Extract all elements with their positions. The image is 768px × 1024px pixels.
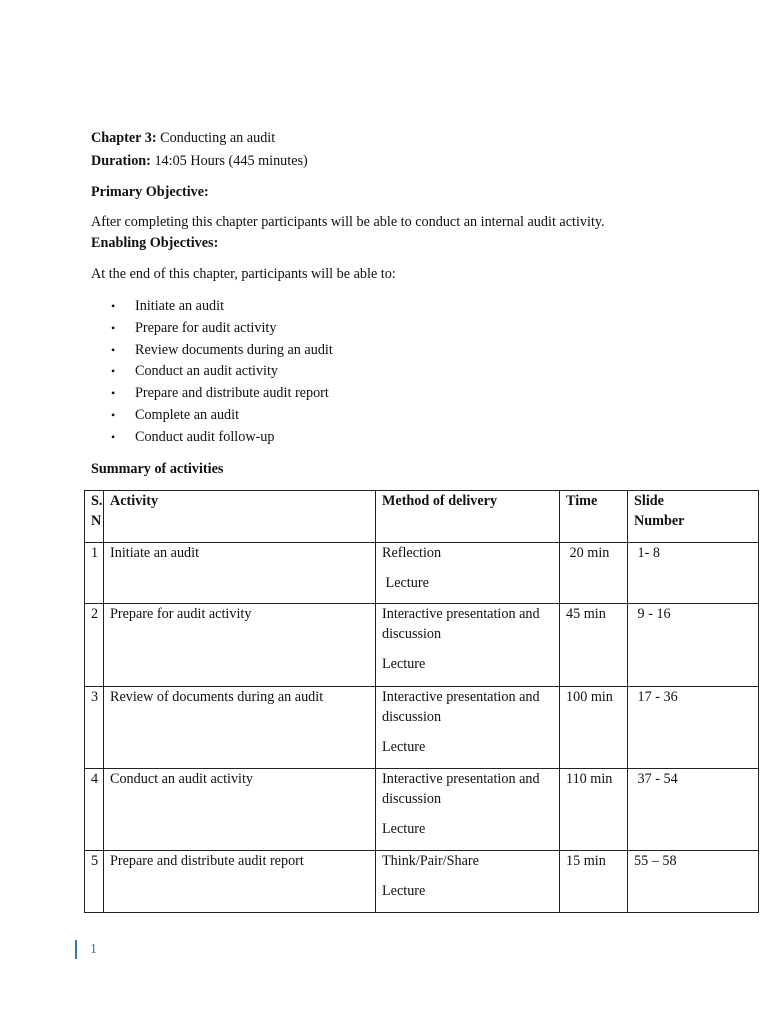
table-row [85,769,759,851]
summary-table [84,490,759,913]
duration-label: Duration: [91,153,151,169]
cell-sn: 5 [85,851,104,913]
cell-slides: 9 - 16 [628,604,759,687]
list-item [91,383,333,405]
column-header-method: Method of delivery [376,491,560,543]
column-header-sn: S. N [85,491,104,543]
list-item-text: Conduct an audit activity [135,363,279,380]
table-row [85,851,759,913]
bullet-icon: • [111,429,116,444]
list-item [91,340,333,362]
bullet-icon: • [111,386,116,401]
column-header-slide-number: Slide Number [628,491,759,543]
cell-sn: 3 [85,687,104,769]
list-item-text: Prepare for audit activity [135,319,277,336]
cell-slides: 37 - 54 [628,769,759,851]
cell-time: 15 min [560,851,628,913]
cell-slides: 55 – 58 [628,851,759,913]
cell-sn: 4 [85,769,104,851]
cell-time: 20 min [560,543,628,604]
list-item-text: Prepare and distribute audit report [135,385,329,402]
list-item-text: Initiate an audit [135,298,225,314]
bullet-icon: • [111,320,116,335]
chapter-line [91,129,275,147]
bullet-icon: • [111,299,116,313]
cell-sn: 1 [85,543,104,604]
summary-heading: Summary of activities [91,461,224,477]
objectives-list [91,296,333,449]
list-item [91,405,333,427]
footer-accent-bar [75,940,77,959]
cell-time: 110 min [560,769,628,851]
cell-slides: 1- 8 [628,543,759,604]
cell-activity: Prepare for audit activity [104,604,376,687]
list-item-text: Complete an audit [135,406,240,423]
table-row [85,687,759,769]
cell-activity: Conduct an audit activity [104,769,376,851]
list-item-text: Conduct audit follow-up [135,428,275,445]
table-row [85,543,759,604]
page-number: 1 [90,942,97,957]
table-header-row [85,491,759,543]
enabling-objectives-heading: Enabling Objectives: [91,235,219,251]
chapter-title: Conducting an audit [160,130,276,146]
chapter-label: Chapter 3: [91,130,157,146]
list-item [91,296,333,318]
enabling-objectives-intro: At the end of this chapter, participants will be able to: [91,266,396,282]
cell-method: Interactive presentation and discussion Lecture [376,604,560,687]
list-item-text: Review documents during an audit [135,341,333,358]
cell-activity: Initiate an audit [104,543,376,604]
list-item [91,361,333,383]
cell-method: Interactive presentation and discussion Lecture [376,687,560,769]
cell-time: 45 min [560,604,628,687]
list-item [91,427,333,449]
primary-objective-text: After completing this chapter participants will be able to conduct an internal audit activity. [91,214,605,230]
cell-activity: Prepare and distribute audit report [104,851,376,913]
cell-time: 100 min [560,687,628,769]
list-item [91,318,333,340]
cell-method: Reflection Lecture [376,543,560,604]
bullet-icon: • [111,342,116,357]
column-header-activity: Activity [104,491,376,543]
table-row [85,604,759,687]
bullet-icon: • [111,364,116,379]
cell-method: Interactive presentation and discussion Lecture [376,769,560,851]
cell-slides: 17 - 36 [628,687,759,769]
duration-line [91,152,308,170]
cell-activity: Review of documents during an audit [104,687,376,769]
primary-objective-heading: Primary Objective: [91,184,209,200]
bullet-icon: • [111,407,116,422]
column-header-time: Time [560,491,628,543]
cell-sn: 2 [85,604,104,687]
duration-value: 14:05 Hours (445 minutes) [154,153,308,169]
cell-method: Think/Pair/Share Lecture [376,851,560,913]
